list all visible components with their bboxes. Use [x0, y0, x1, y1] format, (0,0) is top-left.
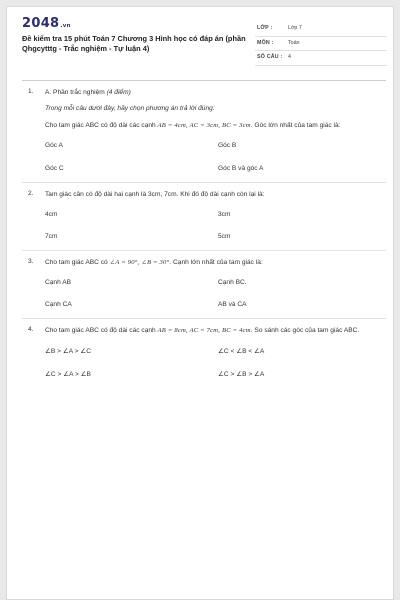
option-d[interactable]: AB và CA — [218, 301, 247, 308]
options-row — [45, 165, 386, 176]
question-divider — [22, 182, 386, 183]
option-d[interactable]: 5cm — [218, 233, 231, 240]
option-b[interactable]: Góc B — [218, 142, 237, 149]
meta-value: 4 — [288, 54, 291, 60]
options-row — [45, 233, 386, 244]
question-math: AB = 4cm, AC = 3cm, BC = 3cm. — [157, 122, 253, 129]
question-number: 3. — [28, 258, 34, 265]
document-sheet — [6, 6, 394, 600]
option-b[interactable]: ∠C < ∠B < ∠A — [218, 348, 265, 355]
option-a[interactable]: Cạnh AB — [45, 279, 72, 286]
meta-row-count — [255, 51, 387, 66]
section-number: 1. — [28, 88, 34, 95]
meta-row-subject — [255, 37, 387, 52]
meta-key: SỐ CÂU : — [257, 54, 283, 60]
question-math: ∠A = 90°, ∠B = 30°. — [109, 259, 172, 266]
question-math: AB = 8cm, AC = 7cm, BC = 4cm. — [157, 327, 253, 334]
meta-row-class — [255, 22, 387, 37]
site-logo[interactable] — [22, 16, 71, 31]
options-row — [45, 211, 386, 222]
options-row — [45, 347, 386, 358]
options-row — [45, 370, 386, 381]
meta-value: Lớp 7 — [288, 25, 302, 31]
question-1 — [22, 121, 386, 131]
option-b[interactable]: 3cm — [218, 211, 231, 218]
section-heading — [22, 88, 386, 98]
option-d[interactable]: Góc B và góc A — [218, 165, 264, 172]
question-divider — [22, 318, 386, 319]
option-a[interactable]: 4cm — [45, 211, 58, 218]
option-b[interactable]: Cạnh BC. — [218, 279, 247, 286]
question-3 — [22, 258, 386, 268]
section-instruction — [22, 104, 386, 114]
meta-key: MÔN : — [257, 39, 274, 46]
question-text: Cho tam giác ABC có độ dài các cạnh — [45, 122, 156, 129]
option-c[interactable]: 7cm — [45, 233, 58, 240]
meta-key: LỚP : — [257, 25, 273, 31]
options-row — [45, 142, 386, 153]
instruction-text: Trong mỗi câu dưới đây, hãy chọn phương án trả lời đúng: — [45, 105, 215, 112]
question-number: 2. — [28, 190, 34, 197]
option-d[interactable]: ∠C > ∠B > ∠A — [218, 371, 265, 378]
header-divider — [22, 80, 386, 81]
question-text: So sánh các góc của tam giác ABC. — [254, 327, 360, 334]
option-c[interactable]: ∠C > ∠A > ∠B — [45, 371, 91, 378]
question-text: Cho tam giác ABC có — [45, 259, 108, 266]
logo-suffix: .vn — [60, 23, 71, 29]
option-a[interactable]: Góc A — [45, 142, 63, 149]
question-text: Cạnh lớn nhất của tam giác là: — [173, 259, 263, 266]
section-points: (4 điểm) — [106, 89, 131, 96]
question-divider — [22, 250, 386, 251]
meta-value: Toán — [288, 39, 300, 46]
question-list — [22, 88, 386, 381]
option-c[interactable]: Góc C — [45, 165, 64, 172]
document-meta — [255, 22, 387, 66]
document-title: Đề kiểm tra 15 phút Toán 7 Chương 3 Hình học có đáp án (phần Qhgcytttg - Trắc nghiệm - Tự luận 4) — [22, 34, 246, 53]
question-4 — [22, 326, 386, 336]
options-row — [45, 301, 386, 312]
question-text: Cho tam giác ABC có độ dài các cạnh — [45, 327, 156, 334]
question-text: Tam giác cân có độ dài hai cạnh là 3cm, 7cm. Khi đó độ dài cạnh còn lại là: — [45, 191, 265, 198]
question-2 — [22, 190, 386, 200]
question-text: Góc lớn nhất của tam giác là: — [254, 122, 341, 129]
option-c[interactable]: Cạnh CA — [45, 301, 72, 308]
section-title: A. Phần trắc nghiệm — [45, 89, 105, 96]
question-number: 4. — [28, 326, 34, 333]
options-row — [45, 279, 386, 290]
option-a[interactable]: ∠B > ∠A > ∠C — [45, 348, 91, 355]
logo-text: 2048 — [22, 16, 60, 31]
